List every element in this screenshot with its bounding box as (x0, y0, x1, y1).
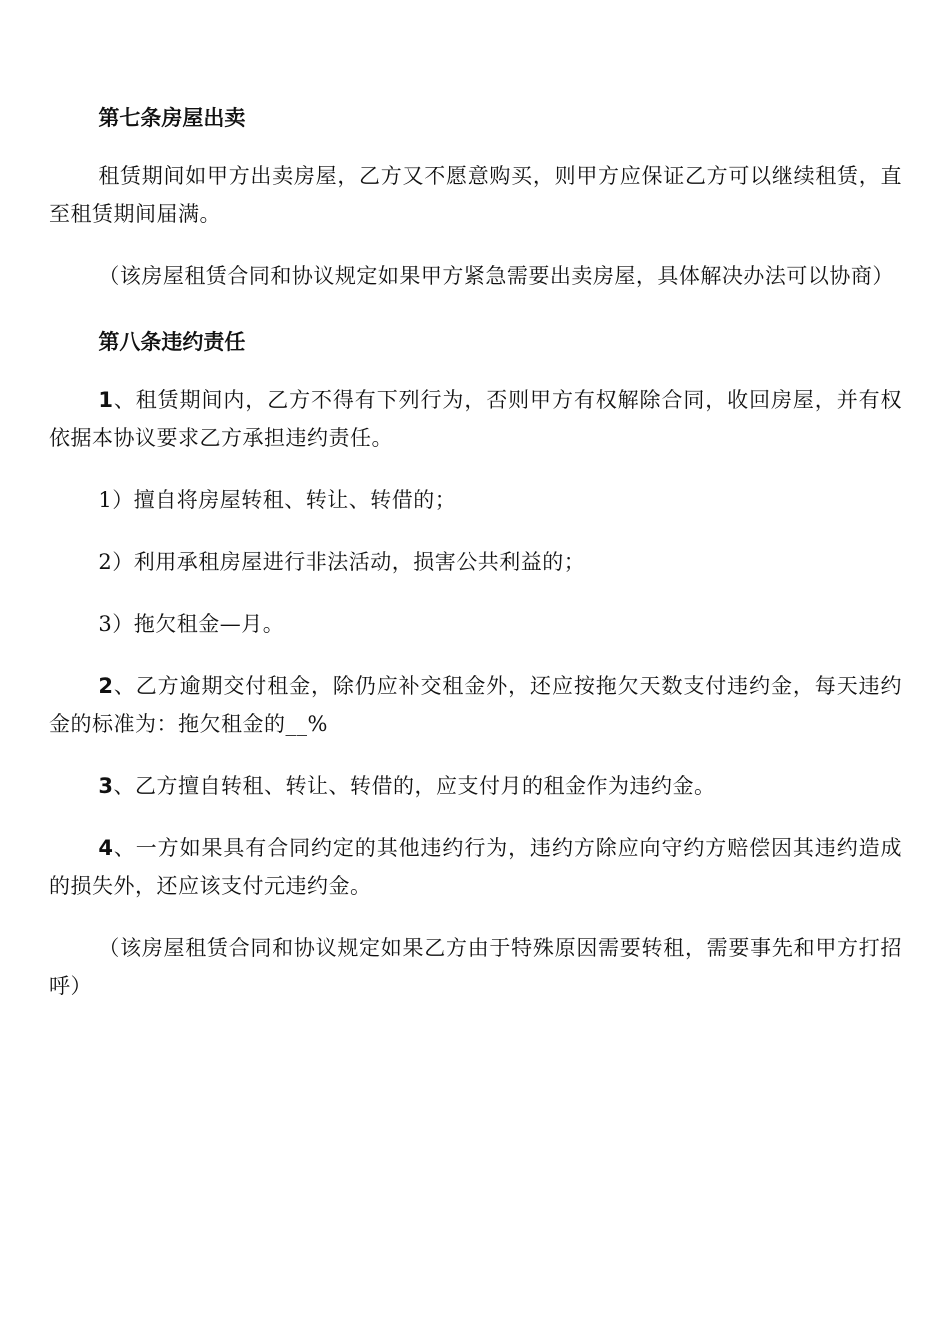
clause-number: 3 (98, 774, 114, 798)
article-8-clause-4 (49, 829, 902, 905)
article-7-title: 第七条房屋出卖 (98, 106, 246, 130)
article-8-item-2: 2）利用承租房屋进行非法活动，损害公共利益的； (98, 550, 586, 574)
article-7-body: 租赁期间如甲方出卖房屋，乙方又不愿意购买，则甲方应保证乙方可以继续租赁，直至租赁期间届满。 (49, 164, 902, 226)
article-8-clause-2 (49, 667, 902, 743)
article-8-item-1: 1）擅自将房屋转租、转让、转借的； (98, 488, 457, 512)
document-content (49, 95, 902, 1005)
clause-text: 、乙方擅自转租、转让、转借的，应支付月的租金作为违约金。 (113, 774, 716, 798)
article-7-note: （该房屋租赁合同和协议规定如果甲方紧急需要出卖房屋，具体解决办法可以协商） (98, 264, 894, 288)
article-8-clause-3 (49, 767, 902, 805)
clause-number: 1 (98, 388, 114, 412)
clause-number: 2 (98, 674, 114, 698)
article-8-title: 第八条违约责任 (98, 330, 246, 354)
article-8-clause-1 (49, 381, 902, 457)
clause-text: 、租赁期间内，乙方不得有下列行为，否则甲方有权解除合同，收回房屋，并有权依据本协议要求乙方承担违约责任。 (49, 388, 902, 450)
clause-text: 、乙方逾期交付租金，除仍应补交租金外，还应按拖欠天数支付违约金，每天违约金的标准为：拖欠租金的__% (49, 674, 902, 736)
article-8-item-3: 3）拖欠租金—月。 (98, 612, 285, 636)
article-8-note: （该房屋租赁合同和协议规定如果乙方由于特殊原因需要转租，需要事先和甲方打招呼） (49, 936, 902, 998)
clause-number: 4 (98, 836, 114, 860)
clause-text: 、一方如果具有合同约定的其他违约行为，违约方除应向守约方赔偿因其违约造成的损失外，还应该支付元违约金。 (49, 836, 902, 898)
